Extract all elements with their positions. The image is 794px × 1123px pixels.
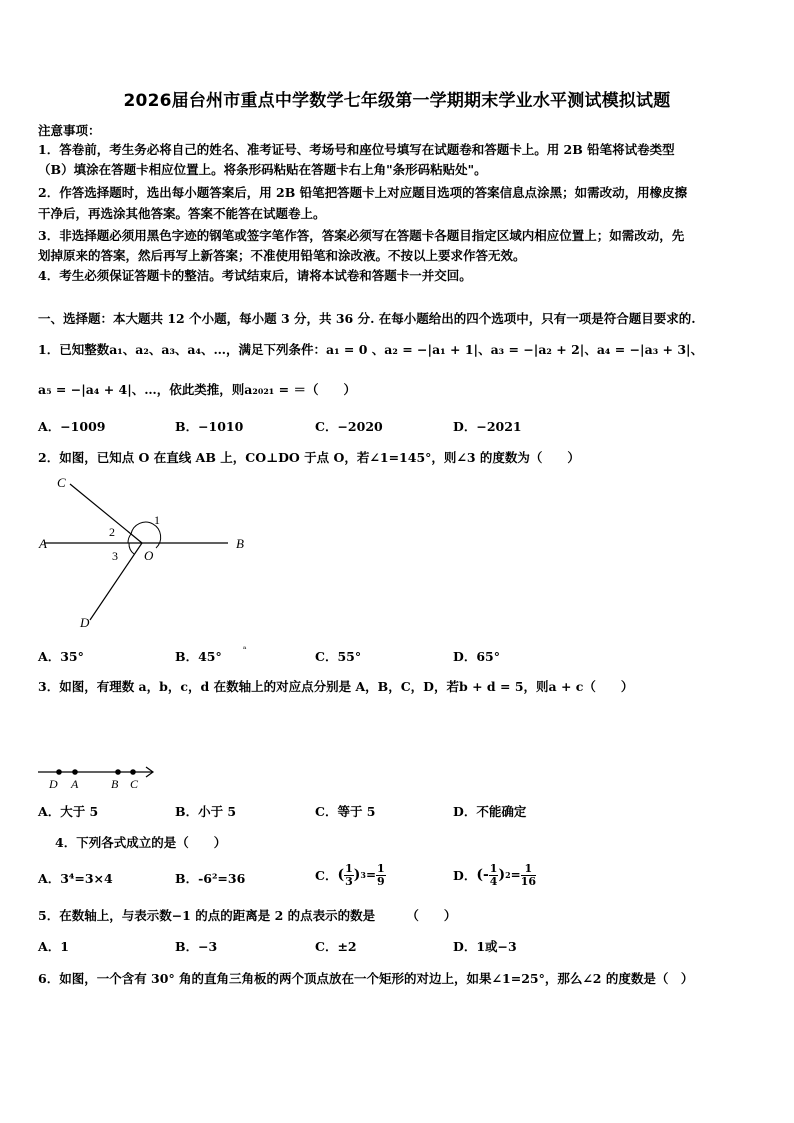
section-heading: 一、选择题：本大题共 12 个小题，每小题 3 分，共 36 分. 在每小题给出的四个选项中，只有一项是符合题目要求的.	[38, 311, 696, 326]
notice-line: 4．考生必须保证答题卡的整洁。考试结束后，请将本试卷和答题卡一并交回。	[38, 268, 472, 283]
q1-option-d: D．−2021	[453, 419, 522, 434]
notice-line: 1．答卷前，考生务必将自己的姓名、准考证号、考场号和座位号填写在试题卷和答题卡上。用 2B 铅笔将试卷类型	[38, 142, 675, 157]
q4-option-c: C． ( $\frac{1}{3}$ ) 3 = $\frac{1}{9}$	[315, 861, 385, 888]
label-a: A	[71, 777, 79, 791]
q1-option-a: A．−1009	[38, 419, 106, 434]
label-angle-3: 3	[112, 549, 118, 563]
label-b: B	[236, 536, 244, 551]
number-line-figure	[34, 760, 164, 792]
q2-option-b: B．45°	[175, 649, 222, 664]
question-6-text: 6．如图，一个含有 30° 角的直角三角板的两个顶点放在一个矩形的对边上，如果∠1=25°，那么∠2 的度数是（ ）	[38, 971, 694, 986]
fraction: $\frac{1}{3}$	[345, 861, 353, 888]
label-angle-2: 2	[109, 525, 115, 539]
notice-line: （B）填涂在答题卡相应位置上。将条形码粘贴在答题卡右上角"条形码粘贴处"。	[38, 162, 487, 177]
fraction: $\frac{1}{16}$	[520, 861, 537, 888]
label-d: D	[49, 777, 58, 791]
angle-figure	[30, 470, 260, 635]
q4-option-a: A．3⁴=3×4	[38, 871, 113, 886]
notice-heading: 注意事项：	[38, 123, 101, 138]
q2-option-c: C．55°	[315, 649, 362, 664]
question-5-text: 5．在数轴上，与表示数−1 的点的距离是 2 的点表示的数是 （ ）	[38, 908, 457, 923]
label-o: O	[144, 548, 154, 563]
q5-option-b: B．−3	[175, 939, 218, 954]
question-1-line2: a₅ = −|a₄ + 4|、…，依此类推，则a₂₀₂₁ = ＝（ ）	[38, 382, 356, 397]
angle-2-arc	[128, 534, 131, 543]
q3-option-a: A．大于 5	[38, 804, 99, 819]
point-b	[115, 769, 121, 775]
notice-line: 3．非选择题必须用黑色字迹的钢笔或签字笔作答，答案必须写在答题卡各题目指定区域内相应位置上；如需改动，先	[38, 228, 685, 243]
notice-line: 划掉原来的答案，然后再写上新答案；不准使用铅笔和涂改液。不按以上要求作答无效。	[38, 248, 526, 263]
angle-3-arc	[129, 543, 134, 554]
q3-option-b: B．小于 5	[175, 804, 237, 819]
q5-option-d: D．1或−3	[453, 939, 517, 954]
notice-line: 干净后，再选涂其他答案。答案不能答在试题卷上。	[38, 206, 326, 221]
point-c	[130, 769, 136, 775]
q3-option-c: C．等于 5	[315, 804, 376, 819]
q4-option-d-label: D．	[453, 868, 477, 883]
q5-option-a: A．1	[38, 939, 69, 954]
q4-option-b: B．-6²=36	[175, 871, 246, 886]
question-3-text: 3．如图，有理数 a，b，c，d 在数轴上的对应点分别是 A，B，C，D，若b + d = 5，则a + c（ ）	[38, 679, 634, 694]
fraction: $\frac{1}{9}$	[377, 861, 385, 888]
q4-option-c-label: C．	[315, 868, 338, 883]
page-title: 2026届台州市重点中学数学七年级第一学期期末学业水平测试模拟试题	[123, 91, 671, 111]
label-b: B	[111, 777, 119, 791]
question-4-text: 4．下列各式成立的是（ ）	[55, 835, 227, 850]
stray-mark: ᵃ	[243, 645, 247, 655]
fraction: $\frac{1}{4}$	[489, 861, 498, 888]
point-d	[56, 769, 62, 775]
q2-option-a: A．35°	[38, 649, 84, 664]
label-c: C	[57, 475, 66, 490]
question-1-line1: 1．已知整数a₁、a₂、a₃、a₄、…，满足下列条件：a₁ = 0 、a₂ = −|a₁ + 1|、a₃ = −|a₂ + 2|、a₄ = −|a₃ + 3|、	[38, 342, 704, 357]
q3-option-d: D．不能确定	[453, 804, 527, 819]
ray-oc	[70, 484, 142, 543]
label-a: A	[39, 536, 47, 551]
q1-option-c: C．−2020	[315, 419, 383, 434]
label-angle-1: 1	[154, 513, 160, 527]
label-c: C	[130, 777, 139, 791]
label-d: D	[80, 615, 90, 630]
q2-option-d: D．65°	[453, 649, 500, 664]
point-a	[72, 769, 78, 775]
q5-option-c: C．±2	[315, 939, 357, 954]
q4-option-d: D． (- $\frac{1}{4}$ ) 2 = $\frac{1}{16}$	[453, 861, 537, 888]
notice-line: 2．作答选择题时，选出每小题答案后，用 2B 铅笔把答题卡上对应题目选项的答案信息点涂黑；如需改动，用橡皮擦	[38, 185, 688, 200]
q1-option-b: B．−1010	[175, 419, 244, 434]
question-2-text: 2．如图，已知点 O 在直线 AB 上，CO⊥DO 于点 O，若∠1=145°，则∠3 的度数为（ ）	[38, 450, 580, 465]
